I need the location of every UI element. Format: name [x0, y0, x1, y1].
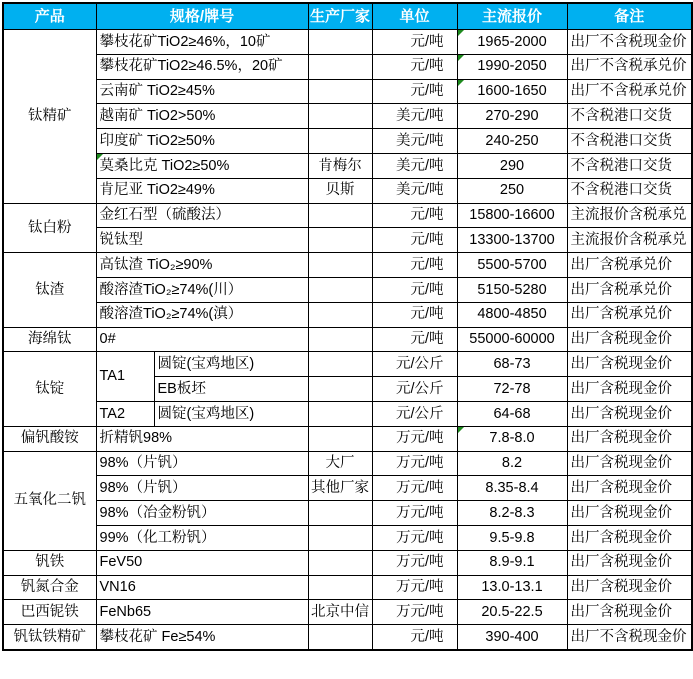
table-row — [3, 625, 692, 650]
cell-spec-grade[interactable]: TA2 — [96, 401, 154, 426]
cell-spec[interactable]: 98%（片钒） — [96, 476, 308, 501]
cell-maker[interactable]: 其他厂家 — [308, 476, 372, 501]
cell-note[interactable]: 出厂含税承兑价 — [567, 253, 692, 278]
table-row — [3, 203, 692, 228]
cell-spec[interactable]: 98%（冶金粉钒） — [96, 501, 308, 526]
cell-spec-type[interactable]: 圆锭(宝鸡地区) — [154, 401, 308, 426]
cell-note[interactable]: 主流报价含税承兑 — [567, 228, 692, 253]
cell-maker[interactable] — [308, 426, 372, 451]
cell-unit[interactable]: 美元/吨 — [372, 104, 457, 129]
cell-spec[interactable]: 攀枝花矿 Fe≥54% — [96, 625, 308, 650]
cell-price[interactable] — [457, 79, 567, 104]
table-row — [3, 228, 692, 253]
cell-maker[interactable] — [308, 30, 372, 55]
cell-spec[interactable]: 攀枝花矿TiO2≥46.5%，20矿 — [96, 54, 308, 79]
cell-spec[interactable]: 攀枝花矿TiO2≥46%，10矿 — [96, 30, 308, 55]
cell-spec[interactable] — [96, 153, 308, 178]
cell-note[interactable]: 出厂含税现金价 — [567, 401, 692, 426]
cell-price[interactable] — [457, 426, 567, 451]
cell-maker[interactable] — [308, 525, 372, 550]
cell-unit[interactable]: 元/吨 — [372, 253, 457, 278]
table-row — [3, 426, 692, 451]
cell-product[interactable]: 巴西铌铁 — [3, 600, 96, 625]
cell-note[interactable]: 主流报价含税承兑 — [567, 203, 692, 228]
cell-maker[interactable] — [308, 377, 372, 402]
cell-price[interactable]: 13.0-13.1 — [457, 575, 567, 600]
error-indicator-icon — [458, 80, 464, 86]
cell-maker[interactable] — [308, 575, 372, 600]
cell-note[interactable]: 出厂不含税承兑价 — [567, 79, 692, 104]
column-header-product[interactable]: 产品 — [3, 3, 96, 30]
cell-product[interactable]: 海绵钛 — [3, 327, 96, 352]
cell-maker[interactable] — [308, 129, 372, 154]
cell-spec[interactable]: FeNb65 — [96, 600, 308, 625]
cell-price[interactable]: 240-250 — [457, 129, 567, 154]
error-indicator-icon — [458, 55, 464, 61]
cell-product[interactable]: 钒氮合金 — [3, 575, 96, 600]
cell-note[interactable]: 出厂含税现金价 — [567, 550, 692, 575]
cell-spec[interactable]: 高钛渣 TiO₂≥90% — [96, 253, 308, 278]
cell-unit[interactable]: 元/吨 — [372, 228, 457, 253]
cell-price[interactable]: 8.9-9.1 — [457, 550, 567, 575]
error-indicator-icon — [458, 30, 464, 36]
cell-spec[interactable]: 98%（片钒） — [96, 451, 308, 476]
table-row — [3, 178, 692, 203]
column-header-spec[interactable]: 规格/牌号 — [96, 3, 308, 30]
cell-note[interactable]: 出厂含税现金价 — [567, 476, 692, 501]
cell-price[interactable]: 20.5-22.5 — [457, 600, 567, 625]
table-row — [3, 501, 692, 526]
price-text: 7.8-8.0 — [489, 430, 535, 447]
cell-maker[interactable]: 北京中信 — [308, 600, 372, 625]
cell-unit[interactable]: 万元/吨 — [372, 550, 457, 575]
table-row — [3, 104, 692, 129]
cell-price[interactable]: 5150-5280 — [457, 277, 567, 302]
price-table — [2, 2, 693, 651]
cell-maker[interactable] — [308, 253, 372, 278]
cell-note[interactable]: 出厂含税承兑价 — [567, 277, 692, 302]
table-row — [3, 79, 692, 104]
cell-unit[interactable]: 美元/吨 — [372, 153, 457, 178]
cell-maker[interactable] — [308, 401, 372, 426]
cell-price[interactable]: 8.2 — [457, 451, 567, 476]
cell-maker[interactable]: 大厂 — [308, 451, 372, 476]
cell-spec[interactable]: 金红石型（硫酸法） — [96, 203, 308, 228]
cell-unit[interactable]: 元/吨 — [372, 54, 457, 79]
price-text: 1600-1650 — [477, 83, 547, 100]
cell-note[interactable]: 出厂含税现金价 — [567, 426, 692, 451]
cell-maker[interactable]: 贝斯 — [308, 178, 372, 203]
spec-text: 莫桑比克 TiO2≥50% — [99, 157, 230, 174]
cell-note[interactable]: 出厂含税现金价 — [567, 352, 692, 377]
cell-spec[interactable]: 酸溶渣TiO₂≥74%(滇） — [96, 302, 308, 327]
cell-price[interactable]: 15800-16600 — [457, 203, 567, 228]
cell-spec[interactable]: 锐钛型 — [96, 228, 308, 253]
cell-spec[interactable]: FeV50 — [96, 550, 308, 575]
cell-unit[interactable]: 万元/吨 — [372, 451, 457, 476]
cell-maker[interactable]: 肯梅尔 — [308, 153, 372, 178]
cell-unit[interactable]: 元/吨 — [372, 30, 457, 55]
cell-note[interactable]: 不含税港口交货 — [567, 178, 692, 203]
cell-maker[interactable] — [308, 277, 372, 302]
cell-product[interactable]: 钛锭 — [3, 352, 96, 426]
cell-maker[interactable] — [308, 352, 372, 377]
cell-price[interactable]: 290 — [457, 153, 567, 178]
cell-spec[interactable]: VN16 — [96, 575, 308, 600]
cell-price[interactable]: 64-68 — [457, 401, 567, 426]
cell-unit[interactable]: 万元/吨 — [372, 426, 457, 451]
cell-price[interactable]: 68-73 — [457, 352, 567, 377]
column-header-maker[interactable]: 生产厂家 — [308, 3, 372, 30]
table-row — [3, 253, 692, 278]
cell-spec-grade[interactable]: TA1 — [96, 352, 154, 402]
column-header-unit[interactable]: 单位 — [372, 3, 457, 30]
cell-spec[interactable]: 0# — [96, 327, 308, 352]
cell-note[interactable]: 出厂含税现金价 — [567, 600, 692, 625]
cell-spec[interactable]: 印度矿 TiO2≥50% — [96, 129, 308, 154]
cell-note[interactable]: 出厂含税现金价 — [567, 451, 692, 476]
cell-note[interactable]: 出厂含税现金价 — [567, 525, 692, 550]
cell-unit[interactable]: 元/吨 — [372, 302, 457, 327]
cell-note[interactable]: 出厂不含税现金价 — [567, 625, 692, 650]
table-row — [3, 352, 692, 377]
cell-unit[interactable]: 元/公斤 — [372, 401, 457, 426]
cell-product[interactable]: 钛精矿 — [3, 30, 96, 204]
cell-price[interactable]: 8.2-8.3 — [457, 501, 567, 526]
cell-product[interactable]: 钛渣 — [3, 253, 96, 327]
cell-spec[interactable]: 酸溶渣TiO₂≥74%(川） — [96, 277, 308, 302]
cell-price[interactable]: 8.35-8.4 — [457, 476, 567, 501]
header-row — [3, 3, 692, 30]
cell-unit[interactable]: 元/公斤 — [372, 377, 457, 402]
cell-price[interactable]: 72-78 — [457, 377, 567, 402]
table-row — [3, 575, 692, 600]
cell-product[interactable]: 五氧化二钒 — [3, 451, 96, 550]
table-row — [3, 302, 692, 327]
column-header-price[interactable]: 主流报价 — [457, 3, 567, 30]
column-header-note[interactable]: 备注 — [567, 3, 692, 30]
cell-unit[interactable]: 美元/吨 — [372, 129, 457, 154]
table-row — [3, 129, 692, 154]
cell-product[interactable]: 钛白粉 — [3, 203, 96, 253]
cell-note[interactable]: 出厂含税现金价 — [567, 327, 692, 352]
price-text: 1990-2050 — [477, 58, 547, 75]
cell-note[interactable]: 出厂含税承兑价 — [567, 302, 692, 327]
cell-product[interactable]: 钒钛铁精矿 — [3, 625, 96, 650]
cell-price[interactable] — [457, 30, 567, 55]
cell-maker[interactable] — [308, 501, 372, 526]
cell-spec-type[interactable]: EB板坯 — [154, 377, 308, 402]
cell-unit[interactable]: 元/吨 — [372, 625, 457, 650]
cell-note[interactable]: 出厂含税现金价 — [567, 575, 692, 600]
table-row — [3, 600, 692, 625]
error-indicator-icon — [97, 154, 103, 160]
table-row — [3, 476, 692, 501]
cell-maker[interactable] — [308, 104, 372, 129]
cell-unit[interactable]: 元/吨 — [372, 79, 457, 104]
cell-maker[interactable] — [308, 327, 372, 352]
cell-maker[interactable] — [308, 228, 372, 253]
table-row — [3, 401, 692, 426]
cell-maker[interactable] — [308, 203, 372, 228]
cell-note[interactable]: 出厂含税现金价 — [567, 501, 692, 526]
table-row — [3, 153, 692, 178]
cell-unit[interactable]: 元/吨 — [372, 277, 457, 302]
table-row — [3, 550, 692, 575]
cell-product[interactable]: 钒铁 — [3, 550, 96, 575]
cell-price[interactable]: 5500-5700 — [457, 253, 567, 278]
cell-note[interactable]: 不含税港口交货 — [567, 104, 692, 129]
table-row — [3, 451, 692, 476]
cell-price[interactable]: 13300-13700 — [457, 228, 567, 253]
cell-price[interactable]: 55000-60000 — [457, 327, 567, 352]
cell-maker[interactable] — [308, 625, 372, 650]
cell-price[interactable]: 9.5-9.8 — [457, 525, 567, 550]
cell-spec[interactable]: 折精钒98% — [96, 426, 308, 451]
cell-unit[interactable]: 美元/吨 — [372, 178, 457, 203]
cell-note[interactable]: 不含税港口交货 — [567, 153, 692, 178]
table-row — [3, 30, 692, 55]
cell-unit[interactable]: 万元/吨 — [372, 525, 457, 550]
cell-spec[interactable]: 云南矿 TiO2≥45% — [96, 79, 308, 104]
cell-price[interactable]: 390-400 — [457, 625, 567, 650]
cell-unit[interactable]: 元/公斤 — [372, 352, 457, 377]
price-text: 1965-2000 — [477, 33, 547, 50]
cell-unit[interactable]: 万元/吨 — [372, 476, 457, 501]
error-indicator-icon — [458, 427, 464, 433]
cell-maker[interactable] — [308, 550, 372, 575]
cell-note[interactable]: 出厂含税现金价 — [567, 377, 692, 402]
cell-price[interactable]: 250 — [457, 178, 567, 203]
cell-unit[interactable]: 万元/吨 — [372, 600, 457, 625]
table-row — [3, 54, 692, 79]
cell-maker[interactable] — [308, 79, 372, 104]
cell-note[interactable]: 出厂不含税承兑价 — [567, 54, 692, 79]
cell-price[interactable]: 4800-4850 — [457, 302, 567, 327]
cell-spec-type[interactable]: 圆锭(宝鸡地区) — [154, 352, 308, 377]
cell-unit[interactable]: 元/吨 — [372, 327, 457, 352]
cell-spec[interactable]: 越南矿 TiO2>50% — [96, 104, 308, 129]
table-row — [3, 327, 692, 352]
cell-spec[interactable]: 肯尼亚 TiO2≥49% — [96, 178, 308, 203]
table-row — [3, 277, 692, 302]
cell-product[interactable]: 偏钒酸铵 — [3, 426, 96, 451]
cell-unit[interactable]: 万元/吨 — [372, 501, 457, 526]
cell-note[interactable]: 出厂不含税现金价 — [567, 30, 692, 55]
cell-note[interactable]: 不含税港口交货 — [567, 129, 692, 154]
table-row — [3, 525, 692, 550]
cell-price[interactable] — [457, 54, 567, 79]
cell-maker[interactable] — [308, 302, 372, 327]
cell-unit[interactable]: 万元/吨 — [372, 575, 457, 600]
cell-price[interactable]: 270-290 — [457, 104, 567, 129]
cell-spec[interactable]: 99%（化工粉钒） — [96, 525, 308, 550]
cell-maker[interactable] — [308, 54, 372, 79]
cell-unit[interactable]: 元/吨 — [372, 203, 457, 228]
